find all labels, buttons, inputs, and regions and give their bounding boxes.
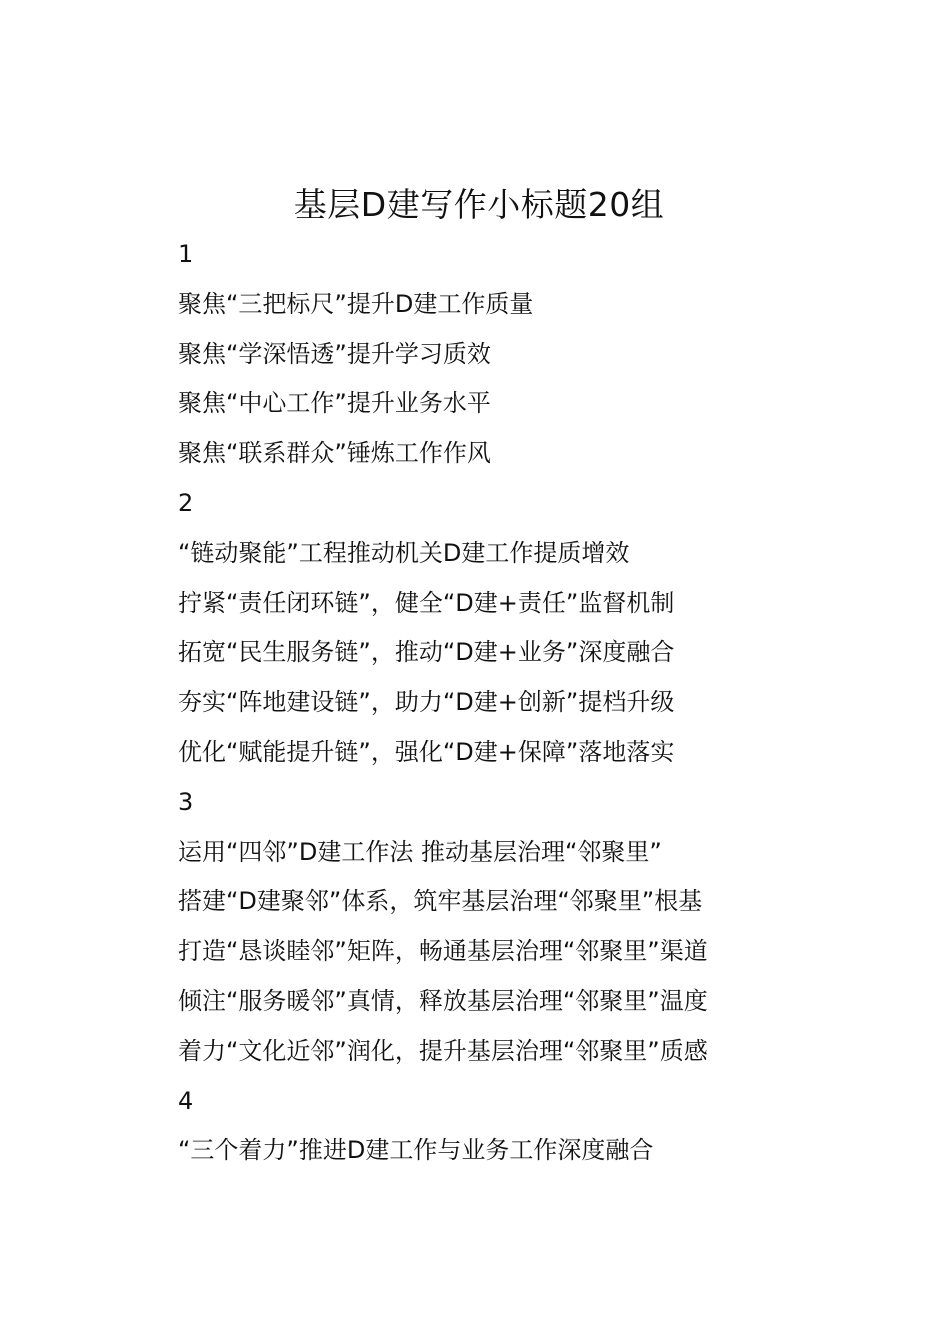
section-number: 2 xyxy=(178,488,194,517)
heading-line: “三个着力”推进D建工作与业务工作深度融合 xyxy=(178,1136,654,1165)
heading-line: “链动聚能”工程推动机关D建工作提质增效 xyxy=(178,538,630,567)
heading-line: 打造“恳谈睦邻”矩阵，畅通基层治理“邻聚里”渠道 xyxy=(178,937,708,966)
heading-line: 聚焦“学深悟透”提升学习质效 xyxy=(178,339,491,368)
heading-line: 聚焦“中心工作”提升业务水平 xyxy=(178,389,491,418)
heading-line: 拓宽“民生服务链”，推动“D建+业务”深度融合 xyxy=(178,638,675,667)
section-number: 3 xyxy=(178,787,194,816)
heading-line: 优化“赋能提升链”，强化“D建+保障”落地落实 xyxy=(178,737,675,766)
heading-line: 着力“文化近邻”润化，提升基层治理“邻聚里”质感 xyxy=(178,1036,708,1065)
document-title: 基层D建写作小标题20组 xyxy=(293,185,665,224)
heading-line: 聚焦“三把标尺”提升D建工作质量 xyxy=(178,289,534,318)
heading-line: 聚焦“联系群众”锤炼工作作风 xyxy=(178,439,491,468)
heading-line: 搭建“D建聚邻”体系，筑牢基层治理“邻聚里”根基 xyxy=(178,887,703,916)
heading-line: 夯实“阵地建设链”，助力“D建+创新”提档升级 xyxy=(178,688,675,717)
heading-line: 倾注“服务暖邻”真情，释放基层治理“邻聚里”温度 xyxy=(178,986,708,1015)
section-number: 1 xyxy=(178,240,194,268)
heading-line: 拧紧“责任闭环链”，健全“D建+责任”监督机制 xyxy=(178,588,675,617)
document-body xyxy=(178,230,878,1176)
section-number: 4 xyxy=(178,1086,194,1115)
heading-line: 运用“四邻”D建工作法 推动基层治理“邻聚里” xyxy=(178,837,662,866)
